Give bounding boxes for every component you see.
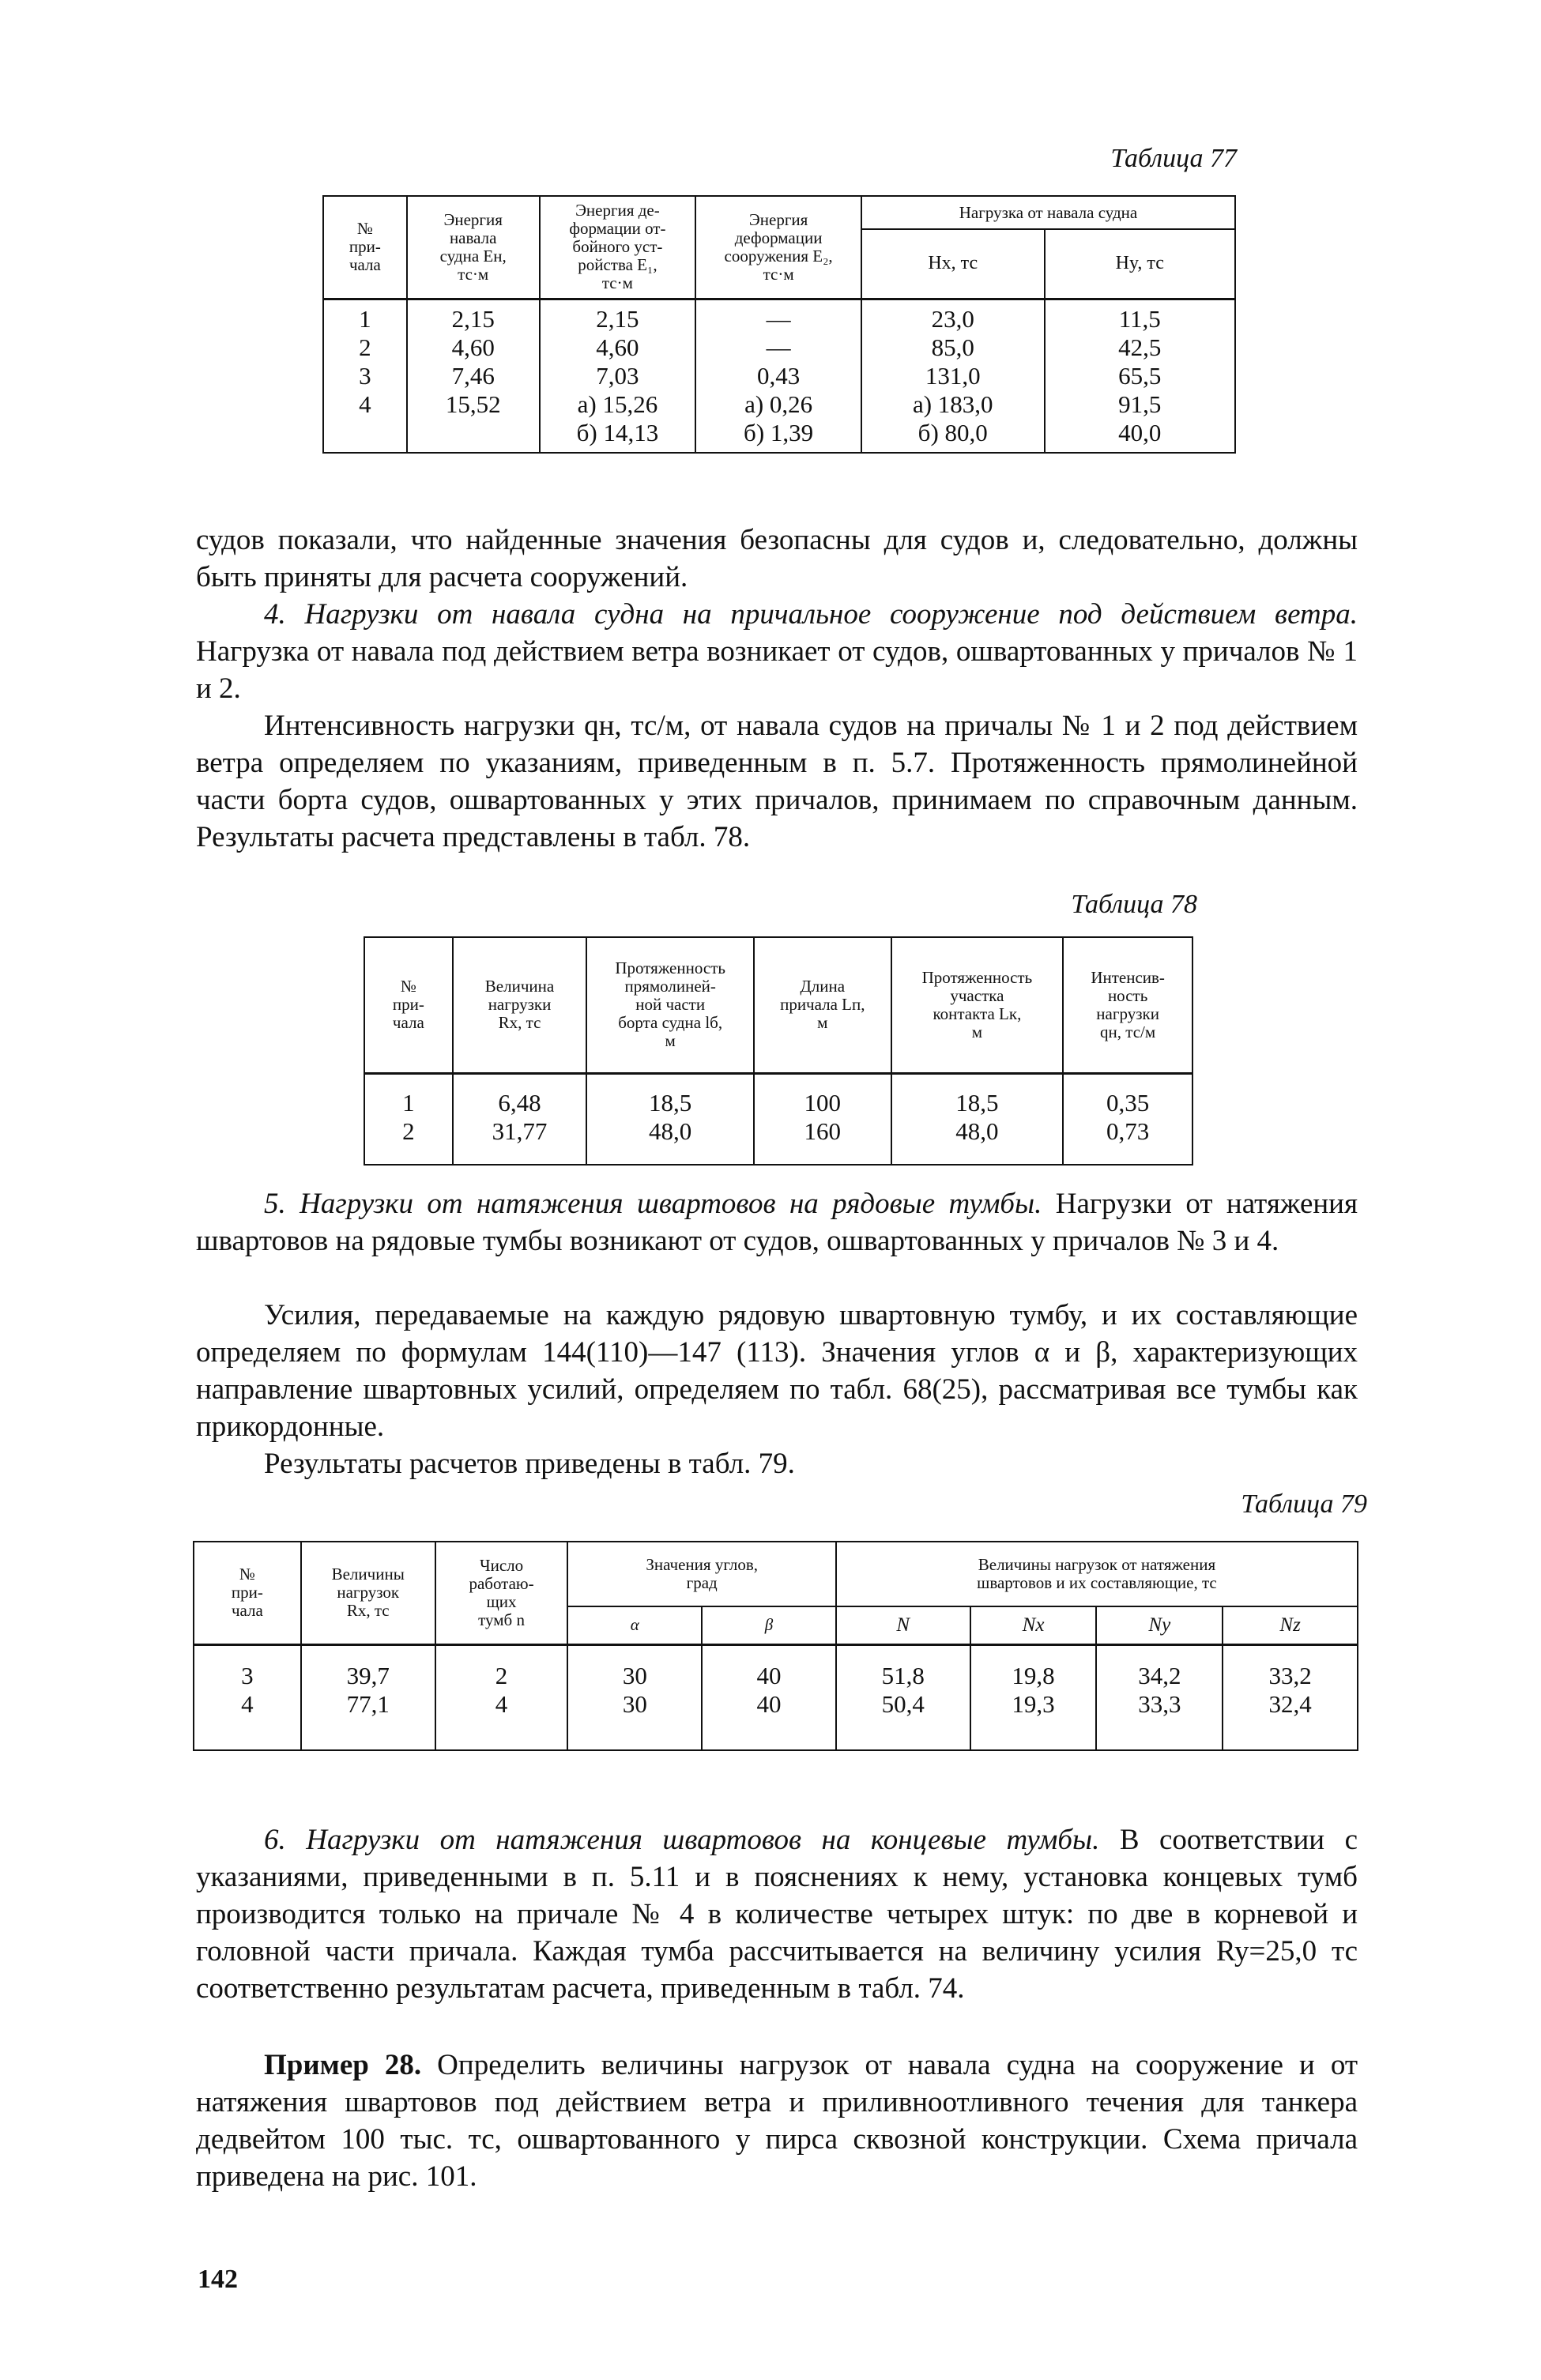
table-row — [364, 1073, 1192, 1165]
paragraph-8 — [196, 2047, 1358, 2195]
table-78-caption: Таблица 78 — [1071, 890, 1197, 919]
table-row — [194, 1644, 1358, 1750]
t79-col-nz: 33,2 32,4 — [1223, 1644, 1358, 1750]
t78-col-rx: 6,48 31,77 — [453, 1073, 587, 1165]
t79-col-alpha: 30 30 — [567, 1644, 702, 1750]
t78-header-ln: Длина причала Lп, м — [754, 937, 891, 1073]
t78-header-qn: Интенсив- ность нагрузки qн, тс/м — [1063, 937, 1192, 1073]
t78-header-lk: Протяженность участка контакта Lк, м — [891, 937, 1064, 1073]
t77-col-no: 1 2 3 4 — [323, 299, 407, 453]
table-78 — [364, 936, 1193, 1166]
t79-header-beta: β — [702, 1606, 836, 1644]
t78-header-lb: Протяженность прямолиней- ной части борта судна lб, м — [586, 937, 754, 1073]
paragraph-7-body: В соответствии с указаниями, приведенными в п. 5.11 и в пояснениях к нему, установка концевых тумб производится только на причале № 4 в количестве четырех штук: по две в корневой и головной части причала. Каждая тумба рассчитывается на величину усилия Ry=25,0 тс соответственно результатам расчета, приведенным в табл. 74. — [196, 1824, 1358, 2005]
t78-col-no: 1 2 — [364, 1073, 453, 1165]
t78-col-lk: 18,5 48,0 — [891, 1073, 1064, 1165]
t79-header-alpha: α — [567, 1606, 702, 1644]
paragraph-2-heading: 4. Нагрузки от навала судна на причальное сооружение под действием ветра. — [264, 598, 1358, 631]
t77-col-en: 2,15 4,60 7,46 15,52 — [407, 299, 540, 453]
t79-header-n-total: N — [836, 1606, 970, 1644]
paragraph-2 — [196, 596, 1358, 707]
t78-col-ln: 100 160 — [754, 1073, 891, 1165]
t79-header-n: Число работаю- щих тумб n — [435, 1542, 568, 1644]
t77-col-e2: — — 0,43 а) 0,26 б) 1,39 — [695, 299, 861, 453]
t77-header-load: Нагрузка от навала судна — [861, 196, 1235, 229]
table-79-caption: Таблица 79 — [1241, 1489, 1367, 1519]
paragraph-8-body: Определить величины нагрузок от навала судна на сооружение и от натяжения швартовов под действием ветра и приливноотливного течения для танкера дедвейтом 100 тыс. тс, ошвартованного у пирса сквозной конструкции. Схема причала приведена на рис. 101. — [196, 2049, 1358, 2193]
t79-col-n-total: 51,8 50,4 — [836, 1644, 970, 1750]
t78-col-lb: 18,5 48,0 — [586, 1073, 754, 1165]
t78-header-rx: Величина нагрузки Rx, тс — [453, 937, 587, 1073]
t79-header-angles: Значения углов, град — [567, 1542, 835, 1606]
paragraph-8-heading: Пример 28. — [264, 2049, 422, 2081]
t79-header-loads: Величины нагрузок от натяжения швартовов и их составляющие, тс — [836, 1542, 1358, 1606]
paragraph-7 — [196, 1821, 1358, 2007]
paragraph-4 — [196, 1185, 1358, 1260]
t79-col-ny: 34,2 33,3 — [1096, 1644, 1223, 1750]
paragraph-2-body: Нагрузка от навала под действием ветра возникает от судов, ошвартованных у причалов № 1 и 2. — [196, 635, 1358, 705]
paragraph-6: Результаты расчетов приведены в табл. 79. — [264, 1448, 795, 1480]
t79-header-no: № при- чала — [194, 1542, 301, 1644]
table-row — [323, 299, 1235, 453]
paragraph-7-heading: 6. Нагрузки от натяжения швартовов на концевые тумбы. — [264, 1824, 1100, 1856]
t77-header-hx: Hx, тс — [861, 229, 1045, 299]
t77-header-hy: Hy, тс — [1045, 229, 1236, 299]
t77-header-e1: Энергия де- формации от- бойного уст- ройства E₁, тс·м — [540, 196, 696, 299]
t79-col-no: 3 4 — [194, 1644, 301, 1750]
t78-header-no: № при- чала — [364, 937, 453, 1073]
t77-col-hy: 11,5 42,5 65,5 91,5 40,0 — [1045, 299, 1236, 453]
t77-header-en: Энергия навала судна Eн, тс·м — [407, 196, 540, 299]
t77-header-no: № при- чала — [323, 196, 407, 299]
t78-col-qn: 0,35 0,73 — [1063, 1073, 1192, 1165]
table-79 — [193, 1541, 1358, 1751]
t79-header-rx: Величины нагрузок Rx, тс — [301, 1542, 435, 1644]
t79-header-nx: Nx — [970, 1606, 1097, 1644]
t79-col-nx: 19,8 19,3 — [970, 1644, 1097, 1750]
paragraph-4-body: Нагрузки от натяжения швартовов на рядовые тумбы возникают от судов, ошвартованных у причалов № 3 и 4. — [196, 1188, 1358, 1257]
t79-col-beta: 40 40 — [702, 1644, 836, 1750]
t79-header-ny: Ny — [1096, 1606, 1223, 1644]
table-77 — [322, 195, 1236, 454]
paragraph-3: Интенсивность нагрузки qн, тс/м, от навала судов на причалы № 1 и 2 под действием ветра определяем по указаниям, приведенным в п. 5.7. Протяженность прямолинейной части борта судов, ошвартованных у этих причалов, принимаем по справочным данным. Результаты расчета представлены в табл. 78. — [196, 710, 1358, 853]
t77-col-e1: 2,15 4,60 7,03 а) 15,26 б) 14,13 — [540, 299, 696, 453]
t79-header-nz: Nz — [1223, 1606, 1358, 1644]
t79-col-rx: 39,7 77,1 — [301, 1644, 435, 1750]
paragraph-5: Усилия, передаваемые на каждую рядовую швартовную тумбу, и их составляющие определяем по формулам 144(110)—147 (113). Значения углов α и β, характеризующих направление швартовных усилий, определяем по табл. 68(25), рассматривая все тумбы как прикордонные. — [196, 1299, 1358, 1443]
paragraph-1: судов показали, что найденные значения безопасны для судов и, следовательно, должны быть приняты для расчета сооружений. — [196, 524, 1358, 593]
paragraph-4-heading: 5. Нагрузки от натяжения швартовов на рядовые тумбы. — [264, 1188, 1042, 1220]
table-77-caption: Таблица 77 — [1110, 144, 1237, 173]
t79-col-n: 2 4 — [435, 1644, 568, 1750]
t77-header-e2: Энергия деформации сооружения E₂, тс·м — [695, 196, 861, 299]
page-number: 142 — [198, 2265, 238, 2294]
t77-col-hx: 23,0 85,0 131,0 а) 183,0 б) 80,0 — [861, 299, 1045, 453]
